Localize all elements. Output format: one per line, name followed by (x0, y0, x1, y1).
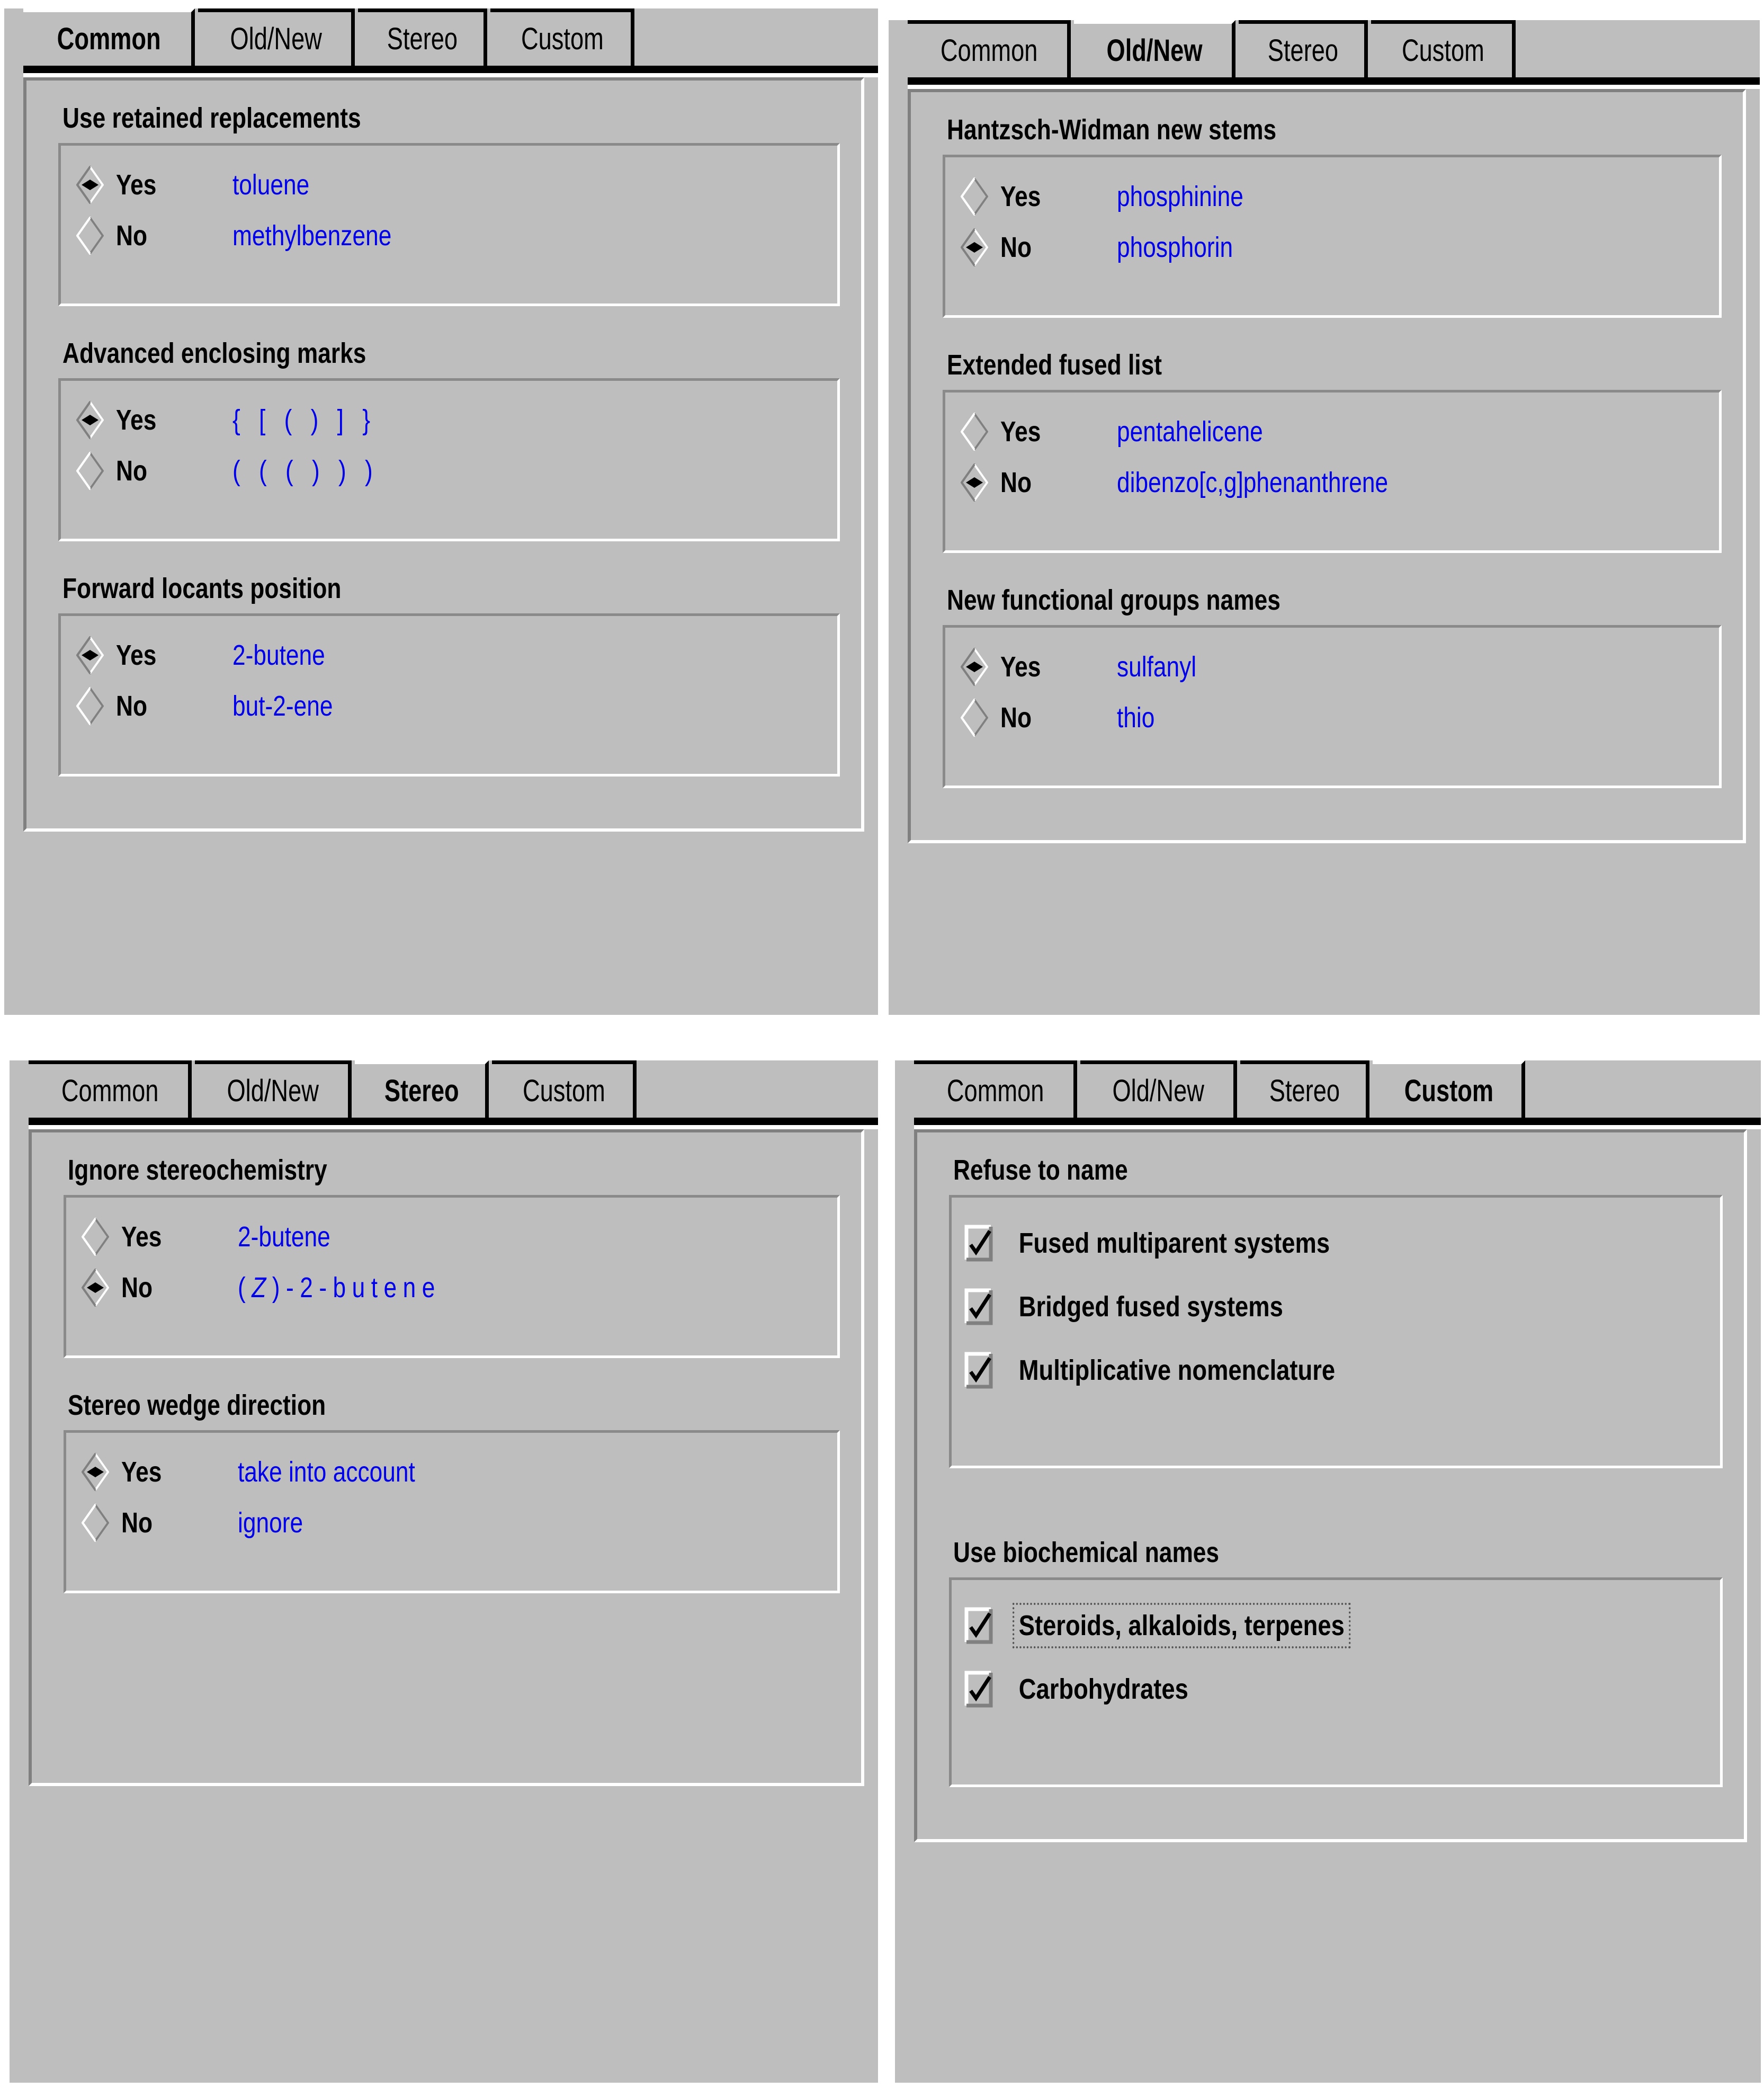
option-group (943, 113, 1722, 318)
group-box (949, 1577, 1723, 1787)
tab-label: Custom (1402, 33, 1485, 68)
radio-label: No (1000, 702, 1032, 734)
checkbox-row[interactable] (964, 1594, 1709, 1657)
tab-label: Common (946, 1073, 1044, 1108)
group-title: Use retained replacements (62, 102, 361, 134)
tab-underline (914, 1118, 1761, 1125)
group-title: Extended fused list (947, 349, 1162, 381)
example-value: { [ ( ) ] } (232, 404, 377, 436)
tab-label: Common (57, 21, 161, 56)
radio-row[interactable] (74, 395, 827, 445)
tab-body (1239, 20, 1368, 77)
group-title: Ignore stereochemistry (68, 1154, 327, 1186)
radio-label: Yes (1000, 651, 1041, 683)
tab-label: Custom (521, 21, 604, 56)
tab-body (490, 8, 635, 66)
tab-label: Common (940, 33, 1038, 68)
group-box (943, 155, 1722, 318)
radio-row[interactable] (79, 1497, 827, 1548)
panel-stereo (10, 1060, 878, 2083)
tab-underline-highlight (908, 85, 1760, 89)
example-value: 2-butene (232, 639, 325, 671)
radio-row[interactable] (74, 159, 827, 210)
radio-row[interactable] (74, 210, 827, 261)
tab-custom[interactable] (492, 1060, 637, 1118)
tab-body (1240, 1060, 1369, 1118)
group-box (943, 625, 1722, 788)
radio-label: No (116, 690, 148, 722)
tab-panel-content (914, 1129, 1747, 1842)
radio-diamond-icon[interactable] (74, 636, 106, 674)
radio-diamond-icon[interactable] (958, 648, 991, 686)
checkbox-icon[interactable] (964, 1224, 1001, 1263)
tab-bar (4, 8, 878, 66)
tab-underline-highlight (29, 1125, 878, 1129)
tab-body (23, 8, 195, 66)
panel-custom (895, 1060, 1761, 2083)
checkbox-icon[interactable] (964, 1606, 1001, 1645)
checkbox-label: Multiplicative nomenclature (1018, 1354, 1336, 1386)
checkbox-icon[interactable] (964, 1287, 1001, 1326)
radio-label: Yes (116, 404, 157, 436)
radio-diamond-icon[interactable] (74, 217, 106, 255)
panel-filler (64, 1624, 840, 1762)
radio-row[interactable] (74, 681, 827, 731)
group-box (58, 378, 840, 541)
checkbox-label: Bridged fused systems (1018, 1291, 1283, 1323)
tab-body (29, 1060, 192, 1118)
radio-row[interactable] (74, 445, 827, 496)
example-value: methylbenzene (232, 220, 392, 252)
checkbox-row[interactable] (964, 1211, 1709, 1275)
radio-label: Yes (116, 169, 157, 201)
tab-body (1074, 20, 1235, 77)
option-group (58, 572, 840, 777)
radio-label: No (121, 1507, 153, 1539)
checkbox-label: Carbohydrates (1018, 1673, 1188, 1705)
tab-body (198, 8, 354, 66)
radio-diamond-icon[interactable] (79, 1504, 112, 1542)
group-title: New functional groups names (947, 584, 1281, 616)
group-title: Hantzsch-Widman new stems (947, 114, 1277, 146)
checkbox-icon[interactable] (964, 1351, 1001, 1390)
group-box (64, 1430, 840, 1593)
tab-label: Stereo (1269, 1073, 1340, 1108)
tab-underline-highlight (23, 73, 878, 77)
radio-diamond-icon[interactable] (79, 1269, 112, 1307)
radio-diamond-icon[interactable] (74, 401, 106, 439)
radio-diamond-icon[interactable] (958, 228, 991, 266)
example-value: sulfanyl (1117, 651, 1197, 683)
tab-label: Stereo (1268, 33, 1339, 68)
tab-body (914, 1060, 1077, 1118)
radio-row[interactable] (79, 1211, 827, 1262)
radio-row[interactable] (74, 630, 827, 681)
checkbox-label: Fused multiparent systems (1018, 1227, 1330, 1259)
group-box (58, 143, 840, 306)
example-value: dibenzo[c,g]phenanthrene (1117, 467, 1389, 498)
example-value: thio (1117, 702, 1155, 734)
radio-row[interactable] (79, 1447, 827, 1497)
tab-custom[interactable] (1373, 1060, 1526, 1118)
example-value: (Z)-2-butene (238, 1272, 441, 1304)
checkbox-row[interactable] (964, 1657, 1709, 1721)
tab-underline (908, 77, 1760, 85)
example-value: take into account (238, 1456, 415, 1488)
tab-bar (895, 1060, 1761, 1118)
option-group (58, 337, 840, 541)
radio-diamond-icon[interactable] (74, 452, 106, 490)
radio-row[interactable] (958, 406, 1708, 457)
radio-row[interactable] (958, 222, 1708, 273)
radio-row[interactable] (958, 692, 1708, 743)
tab-label: Old/New (227, 1073, 319, 1108)
checkbox-row[interactable] (964, 1275, 1709, 1339)
example-value: ( ( ( ) ) ) (232, 455, 379, 487)
tab-stereo[interactable] (358, 8, 487, 66)
radio-label: No (116, 220, 148, 252)
group-title: Refuse to name (953, 1154, 1128, 1186)
tab-panel-content (908, 89, 1746, 843)
radio-row[interactable] (958, 641, 1708, 692)
tab-stereo[interactable] (1239, 20, 1368, 77)
tab-custom[interactable] (490, 8, 635, 66)
tab-bar (10, 1060, 878, 1118)
panel-common (4, 8, 878, 1015)
radio-label: Yes (121, 1221, 162, 1253)
option-group (943, 584, 1722, 788)
group-box (58, 613, 840, 777)
checkbox-icon[interactable] (964, 1670, 1001, 1709)
tab-common[interactable] (23, 8, 195, 66)
tab-panel-content (29, 1129, 864, 1786)
tab-body (1373, 1060, 1526, 1118)
tab-old-new[interactable] (1074, 20, 1235, 77)
radio-diamond-icon[interactable] (74, 166, 106, 204)
tab-underline-highlight (914, 1125, 1761, 1129)
example-value: pentahelicene (1117, 416, 1263, 448)
radio-row[interactable] (958, 457, 1708, 508)
option-group (64, 1154, 840, 1358)
tab-panel-content (23, 77, 864, 832)
radio-label: No (1000, 231, 1032, 263)
tab-body (908, 20, 1071, 77)
tab-old-new[interactable] (1080, 1060, 1237, 1118)
tab-label: Stereo (387, 21, 458, 56)
radio-label: No (1000, 467, 1032, 498)
example-value: toluene (232, 169, 310, 201)
checkbox-row[interactable] (964, 1339, 1709, 1402)
group-spacer (949, 1499, 1723, 1536)
tab-custom[interactable] (1371, 20, 1516, 77)
group-title: Forward locants position (62, 573, 342, 604)
tab-old-new[interactable] (198, 8, 354, 66)
group-box (943, 390, 1722, 553)
tab-common[interactable] (29, 1060, 192, 1118)
radio-diamond-icon[interactable] (958, 413, 991, 451)
group-title: Stereo wedge direction (68, 1389, 326, 1421)
tab-underline (23, 66, 878, 73)
radio-diamond-icon[interactable] (958, 177, 991, 216)
tab-label: Old/New (230, 21, 323, 56)
radio-label: No (121, 1272, 153, 1304)
tab-body (355, 1060, 489, 1118)
example-value: 2-butene (238, 1221, 330, 1253)
group-title: Use biochemical names (953, 1537, 1220, 1568)
radio-diamond-icon[interactable] (958, 699, 991, 737)
tab-label: Custom (523, 1073, 606, 1108)
radio-diamond-icon[interactable] (79, 1218, 112, 1256)
example-value: phosphinine (1117, 181, 1243, 212)
radio-row[interactable] (958, 171, 1708, 222)
tab-stereo[interactable] (1240, 1060, 1369, 1118)
tab-common[interactable] (908, 20, 1071, 77)
option-group (64, 1389, 840, 1593)
radio-label: No (116, 455, 148, 487)
option-group (58, 102, 840, 306)
tab-body (358, 8, 487, 66)
tab-body (1371, 20, 1516, 77)
tab-stereo[interactable] (355, 1060, 489, 1118)
radio-row[interactable] (79, 1262, 827, 1313)
option-group (943, 349, 1722, 553)
group-title: Advanced enclosing marks (62, 337, 366, 369)
tab-label: Old/New (1106, 33, 1203, 68)
group-box (64, 1195, 840, 1358)
group-box (949, 1195, 1723, 1468)
tab-body (492, 1060, 637, 1118)
option-group (949, 1536, 1723, 1787)
example-value: ignore (238, 1507, 303, 1539)
tab-label: Stereo (384, 1073, 459, 1108)
tab-common[interactable] (914, 1060, 1077, 1118)
radio-diamond-icon[interactable] (79, 1453, 112, 1491)
panel-oldnew (889, 20, 1760, 1015)
radio-label: Yes (1000, 416, 1041, 448)
tab-body (195, 1060, 351, 1118)
tab-old-new[interactable] (195, 1060, 351, 1118)
tab-body (1080, 1060, 1237, 1118)
tab-bar (889, 20, 1760, 77)
radio-label: Yes (121, 1456, 162, 1488)
example-value: but-2-ene (232, 690, 333, 722)
option-group (949, 1154, 1723, 1468)
tab-label: Custom (1404, 1073, 1493, 1108)
tab-label: Common (61, 1073, 159, 1108)
radio-label: Yes (1000, 181, 1041, 212)
checkbox-label: Steroids, alkaloids, terpenes (1015, 1606, 1348, 1645)
radio-label: Yes (116, 639, 157, 671)
tab-label: Old/New (1112, 1073, 1205, 1108)
tab-underline (29, 1118, 878, 1125)
example-value: phosphorin (1117, 231, 1233, 263)
radio-diamond-icon[interactable] (958, 463, 991, 502)
radio-diamond-icon[interactable] (74, 687, 106, 725)
